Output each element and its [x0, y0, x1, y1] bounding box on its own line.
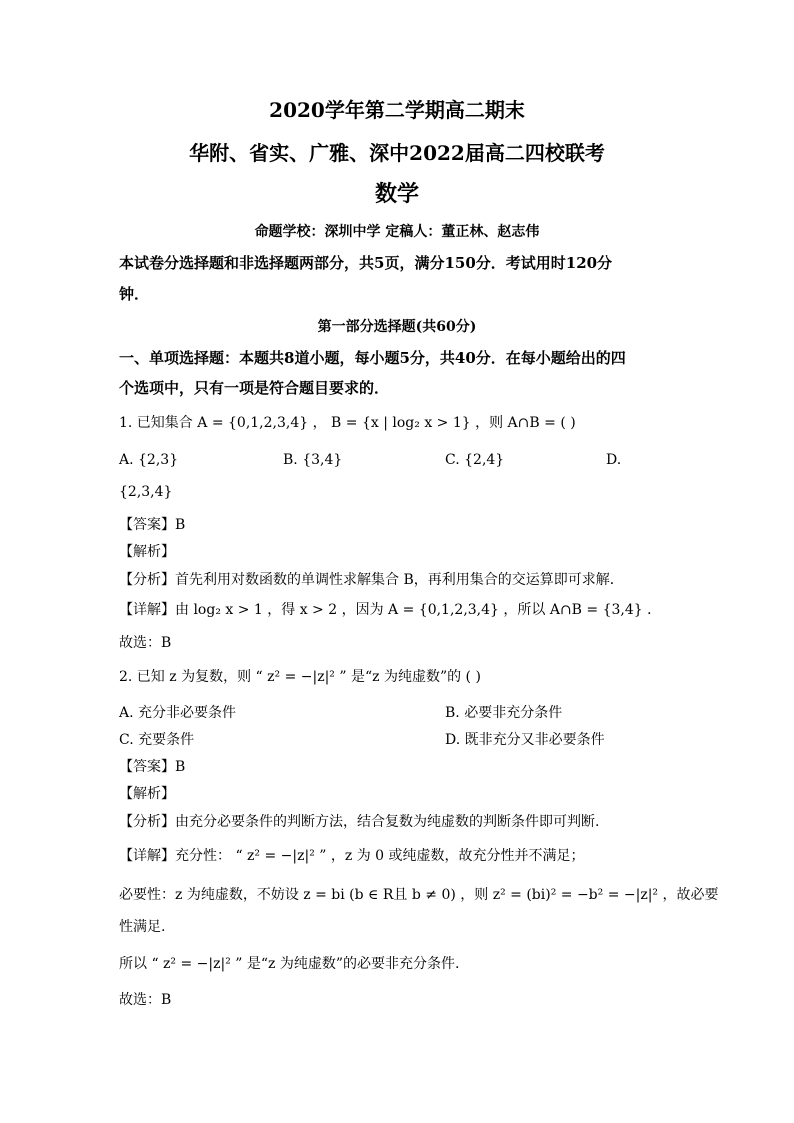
q2-option-b-label: B.	[445, 705, 460, 721]
exam-title-line1: 2020学年第二学期高二期末	[269, 98, 525, 122]
q1-choose: 故选：B	[119, 635, 172, 651]
q1-option-d-label: D.	[606, 452, 622, 468]
exam-title-line2: 华附、省实、广雅、深中2022届高二四校联考	[189, 141, 605, 165]
q2-option-c	[119, 730, 194, 750]
q1-option-a-label: A.	[119, 452, 134, 468]
q2-necessity-line2: 性满足.	[119, 919, 166, 935]
q2-detail: 【详解】充分性： “ z² = −|z|² ” ，z 为 0 或纯虚数，故充分性并不满足；	[119, 848, 585, 864]
q1-option-a-value: {2,3}	[138, 452, 179, 468]
q1-option-b-label: B.	[283, 452, 298, 468]
q2-answer: 【答案】B	[119, 759, 186, 775]
q2-option-a	[119, 703, 236, 723]
q1-detail: 【详解】由 log₂ x > 1 ，得 x > 2 ，因为 A = {0,1,2,3,4} ，所以 A∩B = {3,4} ．	[119, 602, 662, 618]
q1-option-d-value: {2,3,4}	[119, 484, 173, 500]
part1-title: 第一部分选择题(共60分)	[317, 319, 477, 335]
q2-stem: 2. 已知 z 为复数，则 “ z² = −|z|² ” 是“z 为纯虚数”的 ( )	[119, 669, 481, 685]
exam-intro-line2: 钟．	[119, 285, 150, 303]
q1-analysis: 【分析】首先利用对数函数的单调性求解集合 B，再利用集合的交运算即可求解．	[119, 572, 624, 588]
q2-choose: 故选：B	[119, 992, 172, 1008]
section-heading-line2: 个选项中，只有一项是符合题目要求的．	[119, 379, 390, 397]
q2-option-a-value: 充分非必要条件	[138, 705, 237, 721]
q2-necessity-line1: 必要性：z 为纯虚数，不妨设 z = bi (b ∈ R且 b ≠ 0) ，则 z² = (bi)² = −b² = −|z|² ，故必要	[119, 887, 719, 903]
q1-analysis-heading: 【解析】	[119, 544, 175, 560]
exam-intro-line1: 本试卷分选择题和非选择题两部分，共5页，满分150分．考试用时120分	[119, 254, 613, 272]
q2-option-d	[445, 730, 605, 750]
q1-option-a	[119, 450, 178, 470]
q1-option-b-value: {3,4}	[302, 452, 343, 468]
q2-conclusion: 所以 “ z² = −|z|² ” 是“z 为纯虚数”的必要非充分条件.	[119, 956, 460, 972]
exam-proposer: 命题学校：深圳中学 定稿人：董正林、赵志伟	[254, 224, 540, 240]
q2-option-b-value: 必要非充分条件	[464, 705, 563, 721]
q1-option-c-label: C.	[445, 452, 460, 468]
q2-option-a-label: A.	[119, 705, 134, 721]
q2-option-d-label: D.	[445, 732, 461, 748]
q2-option-d-value: 既非充分又非必要条件	[464, 732, 605, 748]
q2-option-b	[445, 703, 562, 723]
q1-option-c-value: {2,4}	[464, 452, 505, 468]
q1-option-c	[445, 450, 504, 470]
q2-option-c-value: 充要条件	[138, 732, 195, 748]
q2-analysis: 【分析】由充分必要条件的判断方法，结合复数为纯虚数的判断条件即可判断.	[119, 814, 600, 830]
q1-stem: 1. 已知集合 A = {0,1,2,3,4} ， B = {x | log₂ x > 1} ，则 A∩B = ( )	[119, 415, 576, 431]
section-heading-line1: 一、单项选择题：本题共8道小题，每小题5分，共40分．在每小题给出的四	[119, 349, 626, 367]
q1-option-d	[606, 450, 621, 470]
q1-option-b	[283, 450, 342, 470]
q2-analysis-heading: 【解析】	[119, 786, 175, 802]
exam-subject: 数学	[374, 181, 419, 207]
q1-answer: 【答案】B	[119, 517, 186, 533]
q2-option-c-label: C.	[119, 732, 134, 748]
